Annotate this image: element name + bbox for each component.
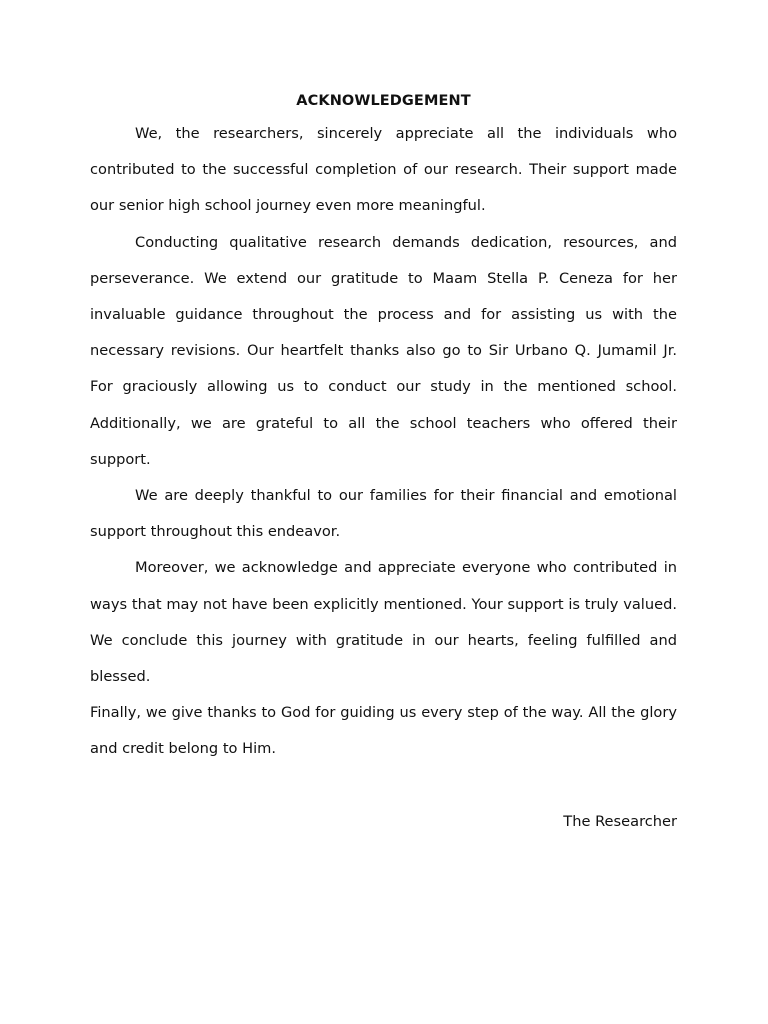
paragraph-families: We are deeply thankful to our families for their financial and emotional support throughout this endeavor.	[90, 487, 677, 541]
document-page	[90, 86, 677, 840]
paragraph-appreciation: We, the researchers, sincerely appreciate all the individuals who contributed to the successful completion of our research. Their support made our senior high school journey even more meaningful.	[90, 125, 677, 215]
signature: The Researcher	[563, 812, 677, 830]
document-title: ACKNOWLEDGEMENT	[296, 93, 471, 109]
paragraph-god: Finally, we give thanks to God for guiding us every step of the way. All the glory and credit belong to Him.	[90, 704, 677, 758]
paragraph-guidance: Conducting qualitative research demands dedication, resources, and perseverance. We extend our gratitude to Maam Stella P. Ceneza for her invaluable guidance throughout the process and for assisting us with the necessary revisions. Our heartfelt thanks also go to Sir Urbano Q. Jumamil Jr. For graciously allowing us to conduct our study in the mentioned school. Additionally, we are grateful to all the school teachers who offered their support.	[90, 233, 677, 468]
paragraph-everyone: Moreover, we acknowledge and appreciate everyone who contributed in ways that may not have been explicitly mentioned. Your support is truly valued. We conclude this journey with gratitude in our hearts, feeling fulfilled and blessed.	[90, 559, 677, 686]
